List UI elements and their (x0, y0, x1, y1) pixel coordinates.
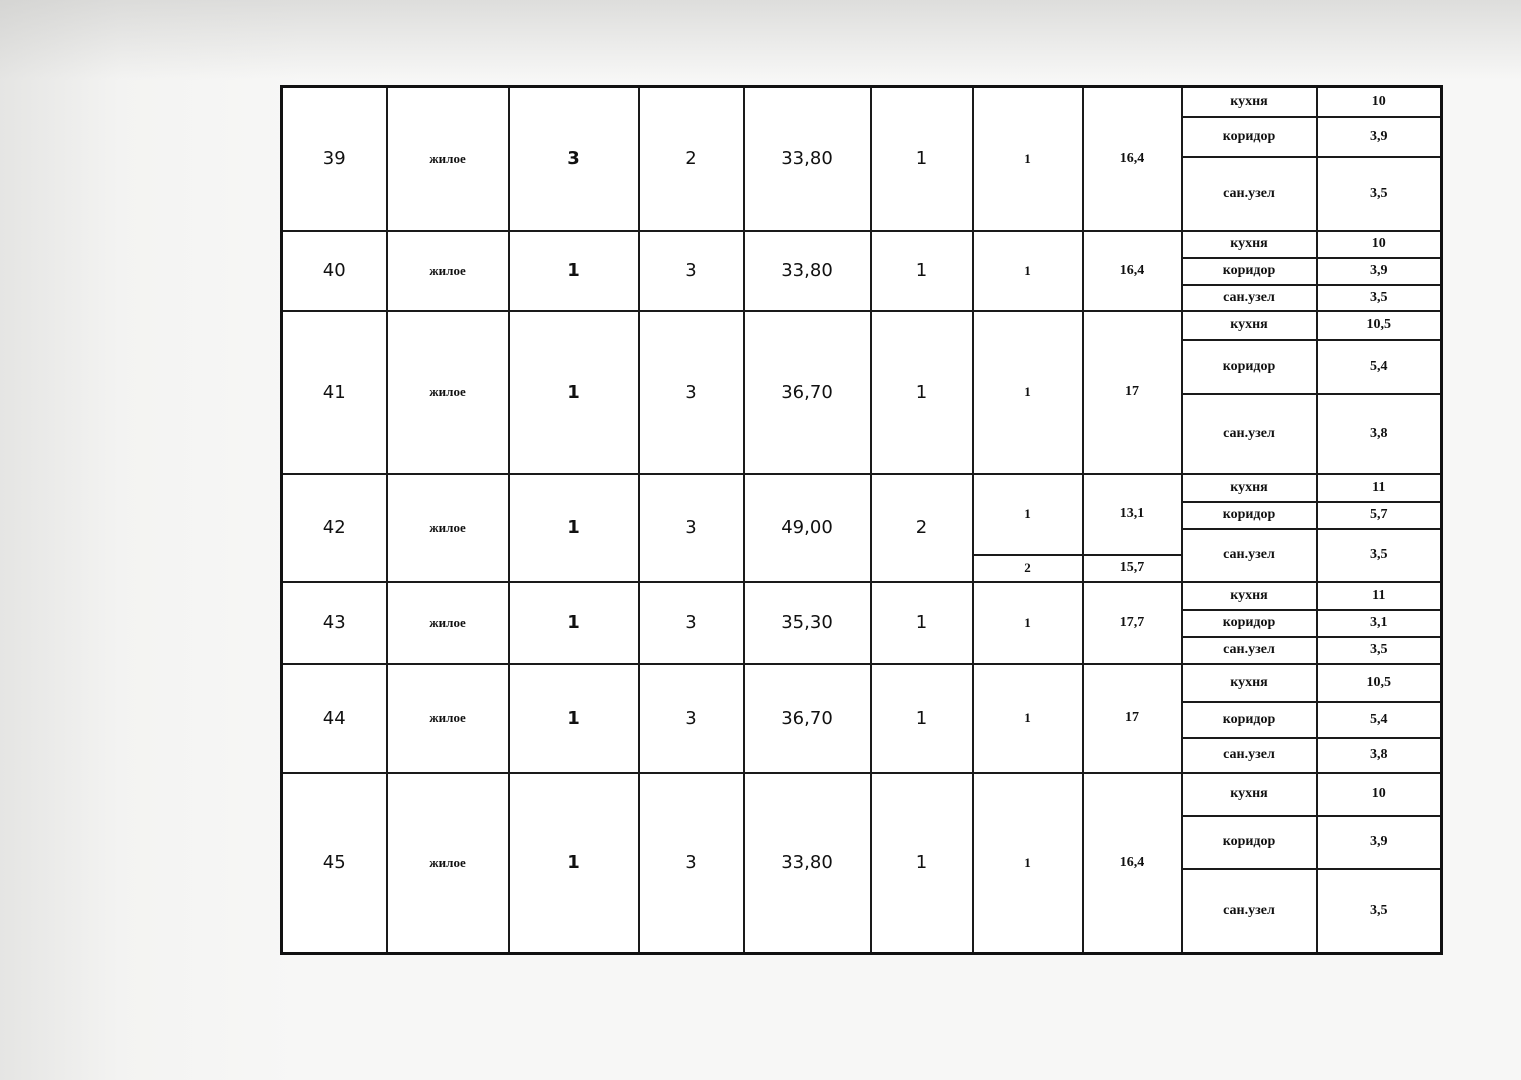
apartment-rooms-count: 1 (871, 664, 973, 773)
aux-room-area: 5,7 (1317, 502, 1442, 529)
apartment-row-40 (282, 231, 1442, 258)
apartment-row-43 (282, 582, 1442, 610)
aux-room-area: 3,1 (1317, 610, 1442, 637)
aux-room-area: 3,8 (1317, 738, 1442, 773)
apartment-total-area: 36,70 (744, 311, 871, 474)
aux-room-area: 3,8 (1317, 394, 1442, 474)
scan-shadow-top (0, 0, 1521, 80)
room-index: 1 (973, 664, 1083, 773)
aux-room-name: кухня (1182, 474, 1317, 502)
room-index: 1 (973, 311, 1083, 474)
room-area: 17 (1083, 664, 1182, 773)
apartment-row-41 (282, 311, 1442, 340)
apartment-floor: 1 (509, 664, 639, 773)
apartment-type: жилое (387, 664, 509, 773)
apartment-section: 3 (639, 773, 744, 954)
aux-room-name: кухня (1182, 773, 1317, 816)
aux-room-name: коридор (1182, 117, 1317, 157)
aux-room-area: 3,9 (1317, 258, 1442, 285)
apartment-section: 3 (639, 231, 744, 311)
aux-room-area: 5,4 (1317, 702, 1442, 738)
aux-room-area: 3,5 (1317, 529, 1442, 582)
apartment-number: 43 (282, 582, 387, 664)
room-index: 1 (973, 474, 1083, 555)
apartment-type: жилое (387, 87, 509, 231)
apartment-rooms-count: 1 (871, 582, 973, 664)
apartment-rooms-count: 1 (871, 773, 973, 954)
room-area: 13,1 (1083, 474, 1182, 555)
apartment-row-42 (282, 474, 1442, 502)
apartment-floor: 1 (509, 474, 639, 582)
aux-room-area: 3,9 (1317, 816, 1442, 869)
apartment-type: жилое (387, 231, 509, 311)
aux-room-area: 10,5 (1317, 664, 1442, 702)
apartment-number: 44 (282, 664, 387, 773)
aux-room-name: сан.узел (1182, 285, 1317, 311)
apartment-number: 40 (282, 231, 387, 311)
room-index: 2 (973, 555, 1083, 582)
apartment-section: 3 (639, 582, 744, 664)
aux-room-name: сан.узел (1182, 738, 1317, 773)
aux-room-name: сан.узел (1182, 394, 1317, 474)
apartment-floor: 1 (509, 311, 639, 474)
apartment-type: жилое (387, 773, 509, 954)
aux-room-name: кухня (1182, 664, 1317, 702)
room-area: 17,7 (1083, 582, 1182, 664)
apartment-type: жилое (387, 474, 509, 582)
apartment-rooms-count: 1 (871, 311, 973, 474)
aux-room-area: 5,4 (1317, 340, 1442, 394)
room-index: 1 (973, 231, 1083, 311)
aux-room-name: коридор (1182, 502, 1317, 529)
room-area: 16,4 (1083, 87, 1182, 231)
apartment-total-area: 35,30 (744, 582, 871, 664)
apartment-total-area: 33,80 (744, 773, 871, 954)
aux-room-name: коридор (1182, 702, 1317, 738)
apartment-type: жилое (387, 311, 509, 474)
aux-room-area: 10 (1317, 87, 1442, 117)
apartment-total-area: 49,00 (744, 474, 871, 582)
aux-room-name: кухня (1182, 87, 1317, 117)
aux-room-area: 10,5 (1317, 311, 1442, 340)
apartment-number: 41 (282, 311, 387, 474)
aux-room-name: коридор (1182, 258, 1317, 285)
apartment-type: жилое (387, 582, 509, 664)
apartment-total-area: 36,70 (744, 664, 871, 773)
apartment-number: 45 (282, 773, 387, 954)
room-area: 15,7 (1083, 555, 1182, 582)
apartment-section: 3 (639, 311, 744, 474)
apartment-rooms-count: 1 (871, 231, 973, 311)
aux-room-area: 10 (1317, 773, 1442, 816)
apartment-floor: 1 (509, 582, 639, 664)
room-index: 1 (973, 582, 1083, 664)
aux-room-name: кухня (1182, 231, 1317, 258)
apartment-floor: 1 (509, 231, 639, 311)
apartment-row-45 (282, 773, 1442, 816)
aux-room-area: 11 (1317, 474, 1442, 502)
apartment-total-area: 33,80 (744, 231, 871, 311)
apartment-rooms-count: 2 (871, 474, 973, 582)
apartment-row-39 (282, 87, 1442, 117)
room-area: 16,4 (1083, 773, 1182, 954)
apartment-number: 42 (282, 474, 387, 582)
apartment-rooms-count: 1 (871, 87, 973, 231)
aux-room-area: 11 (1317, 582, 1442, 610)
room-index: 1 (973, 87, 1083, 231)
aux-room-area: 10 (1317, 231, 1442, 258)
apartment-row-44 (282, 664, 1442, 702)
apartment-floor: 3 (509, 87, 639, 231)
aux-room-name: кухня (1182, 311, 1317, 340)
apartment-section: 2 (639, 87, 744, 231)
room-index: 1 (973, 773, 1083, 954)
aux-room-name: коридор (1182, 340, 1317, 394)
room-area: 17 (1083, 311, 1182, 474)
aux-room-name: коридор (1182, 610, 1317, 637)
apartment-total-area: 33,80 (744, 87, 871, 231)
aux-room-name: коридор (1182, 816, 1317, 869)
apartment-floor: 1 (509, 773, 639, 954)
scan-shadow-left (0, 0, 300, 1080)
aux-room-name: сан.узел (1182, 869, 1317, 954)
aux-room-area: 3,5 (1317, 869, 1442, 954)
aux-room-area: 3,5 (1317, 157, 1442, 231)
apartment-section: 3 (639, 474, 744, 582)
aux-room-area: 3,9 (1317, 117, 1442, 157)
room-area: 16,4 (1083, 231, 1182, 311)
apartment-explication-table (280, 85, 1443, 955)
apartment-section: 3 (639, 664, 744, 773)
aux-room-name: кухня (1182, 582, 1317, 610)
aux-room-name: сан.узел (1182, 157, 1317, 231)
aux-room-name: сан.узел (1182, 529, 1317, 582)
apartment-number: 39 (282, 87, 387, 231)
aux-room-name: сан.узел (1182, 637, 1317, 664)
aux-room-area: 3,5 (1317, 285, 1442, 311)
aux-room-area: 3,5 (1317, 637, 1442, 664)
